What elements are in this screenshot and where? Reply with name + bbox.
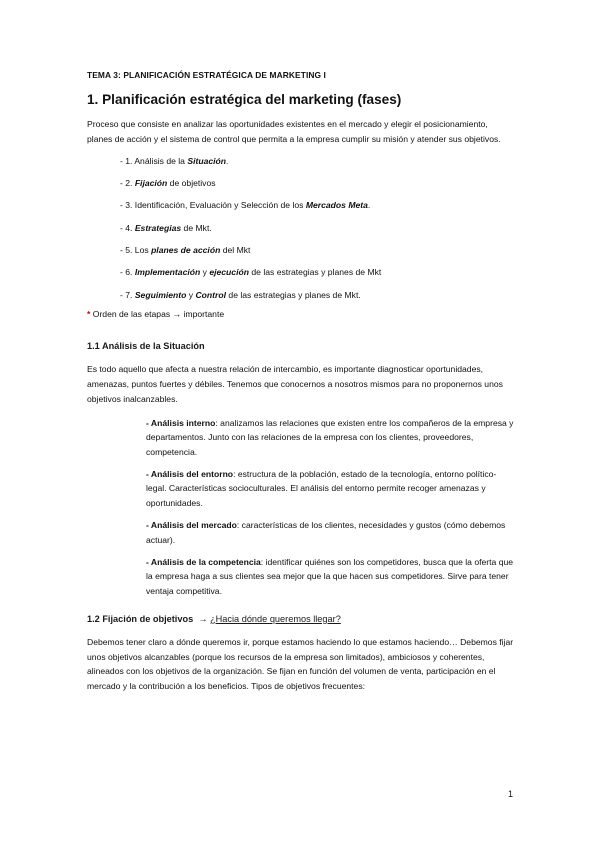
order-note: * Orden de las etapas → importante [87, 308, 225, 319]
list-item: - 5. Los planes de acción del Mkt [120, 245, 251, 255]
asterisk-mark: * [87, 308, 91, 319]
list-item: - 4. Estrategias de Mkt. [120, 222, 212, 233]
document-title: TEMA 3: PLANIFICACIÓN ESTRATÉGICA DE MARKETING I [87, 70, 326, 80]
list-item: - Análisis interno: analizamos las relaciones que existen entre los compañeros de la empresa y departamentos. Junto con las relaciones de la empresa con los clientes, proveedores, competencia. [146, 417, 514, 457]
guiding-question: ¿Hacia dónde queremos llegar? [210, 613, 341, 624]
list-item: - 6. Implementación y ejecución de las estrategias y planes de Mkt [120, 267, 382, 278]
analysis-list [146, 416, 515, 599]
phases-list [120, 156, 515, 301]
section-1-heading: 1. Planificación estratégica del marketing (fases) [87, 92, 402, 107]
page-content [87, 70, 515, 703]
section-1-1-intro: Es todo aquello que afecta a nuestra relación de intercambio, es importante diagnosticar oportunidades, amenazas, puntos fuertes y débiles. Tenemos que conocernos a nosotros mismos para no proponernos unos objetivos inalcanzables. [87, 363, 503, 404]
list-item: - 7. Seguimiento y Control de las estrategias y planes de Mkt. [120, 289, 361, 300]
page-number: 1 [508, 789, 514, 799]
list-item: - 1. Análisis de la Situación. [120, 155, 229, 166]
section-1-1-heading: 1.1 Análisis de la Situación [87, 340, 205, 351]
section-1-intro: Proceso que consiste en analizar las oportunidades existentes en el mercado y elegir el posicionamiento, planes de acción y el sistema de control que permita a la empresa cumplir su misión y atender sus objetivos. [87, 119, 501, 144]
section-1-2-heading: 1.2 Fijación de objetivos → ¿Hacia dónde queremos llegar? [87, 613, 341, 624]
arrow-right-icon: → [172, 308, 182, 319]
list-item: - 2. Fijación de objetivos [120, 178, 216, 189]
list-item: - Análisis del entorno: estructura de la población, estado de la tecnología, entorno político-legal. Características socioculturales. El análisis del entorno permite recoger amenazas y oportunidades. [146, 468, 497, 509]
list-item: - Análisis del mercado: características de los clientes, necesidades y gustos (cómo debemos actuar). [146, 520, 506, 545]
arrow-right-icon: → [198, 613, 208, 624]
list-item: - Análisis de la competencia: identificar quiénes son los competidores, busca que la oferta que la empresa haga a sus clientes sea mejor que la que hacen sus competidores. Sirve para tener ventaja competitiva. [146, 556, 514, 597]
section-1-2-body: Debemos tener claro a dónde queremos ir, porque estamos haciendo lo que estamos haciendo… Debemos fijar unos objetivos alcanzables (porque los recursos de la empresa son limitados), ambiciosos y coherentes, alineados con los objetivos de la organización. Se fijan en función del volumen de venta, participación en el mercado y la contribución a los beneficios. Tipos de objetivos frecuentes: [87, 636, 514, 692]
list-item: - 3. Identificación, Evaluación y Selección de los Mercados Meta. [120, 200, 371, 211]
